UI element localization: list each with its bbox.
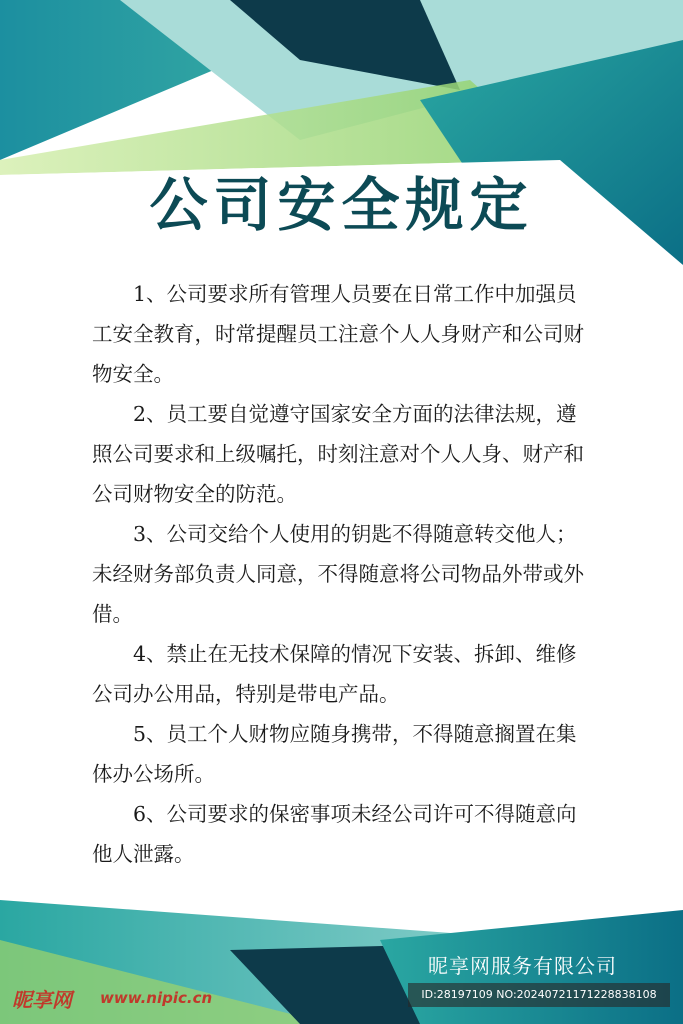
company-name: 昵享网服务有限公司 [428,954,617,978]
rules-list [92,274,597,874]
rule-item: 6、公司要求的保密事项未经公司许可不得随意向他人泄露。 [92,802,577,866]
rule-item: 5、员工个人财物应随身携带，不得随意搁置在集体办公场所。 [92,722,577,786]
rule-item: 3、公司交给个人使用的钥匙不得随意转交他人；未经财务部负责人同意，不得随意将公司物品外带或外借。 [92,522,584,626]
page-title: 公司安全规定 [149,171,534,239]
watermark-id-bar: ID:28197109 NO:20240721171228838108 [408,983,670,1007]
rule-item: 2、员工要自觉遵守国家安全方面的法律法规，遵照公司要求和上级嘱托，时刻注意对个人人身、财产和公司财物安全的防范。 [92,402,584,506]
watermark-url: www.nipic.cn [100,989,213,1007]
rule-item: 1、公司要求所有管理人员要在日常工作中加强员工安全教育，时常提醒员工注意个人人身财产和公司财物安全。 [92,282,584,386]
rule-item: 4、禁止在无技术保障的情况下安装、拆卸、维修公司办公用品，特别是带电产品。 [92,642,577,706]
watermark-logo: 昵享网 [12,988,72,1012]
